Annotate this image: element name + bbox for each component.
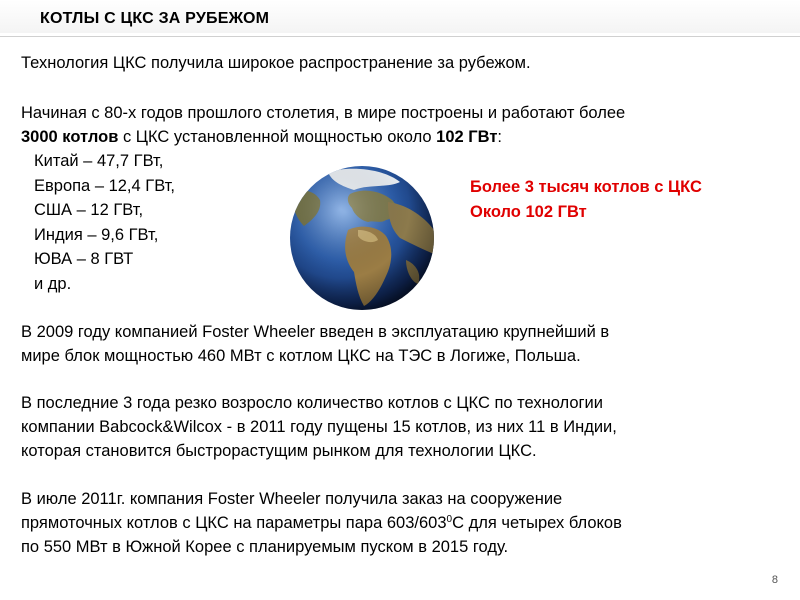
highlight-boilers: Более 3 тысяч котлов с ЦКС — [470, 178, 702, 196]
page-number: 8 — [771, 574, 778, 586]
foster-line-1: В 2009 году компанией Foster Wheeler введен в эксплуатацию крупнейший в — [21, 323, 610, 341]
world-line-2 — [21, 125, 625, 149]
babcock-wilcox-paragraph — [21, 391, 617, 463]
world-line-2-end: : — [497, 128, 503, 146]
korea-line-2 — [21, 511, 622, 535]
korea-line-1: В июле 2011г. компания Foster Wheeler получила заказ на сооружение — [21, 490, 563, 508]
country-item-sea: ЮВА – 8 ГВТ — [34, 250, 134, 268]
korea-order-paragraph — [21, 487, 622, 559]
korea-line-2-end: С для четырех блоков — [452, 514, 622, 532]
country-capacity-list — [34, 149, 175, 296]
country-item-china: Китай – 47,7 ГВт, — [34, 152, 164, 170]
earth-globe-icon — [288, 164, 436, 312]
total-capacity: 102 ГВт — [436, 128, 498, 146]
degree-superscript: 0 — [446, 514, 453, 525]
boiler-count: 3000 котлов — [21, 128, 119, 146]
world-line-2-mid: с ЦКС установленной мощностью около — [118, 128, 437, 146]
foster-wheeler-paragraph — [21, 320, 609, 368]
korea-line-2-start: прямоточных котлов с ЦКС на параметры пара 603/603 — [21, 514, 447, 532]
korea-line-3: по 550 МВт в Южной Корее с планируемым пуском в 2015 году. — [21, 538, 509, 556]
world-line-1: Начиная с 80-х годов прошлого столетия, в мире построены и работают более — [21, 104, 626, 122]
babcock-line-2: компании Babcock&Wilcox - в 2011 году пущены 15 котлов, из них 11 в Индии, — [21, 418, 617, 436]
intro-paragraph: Технология ЦКС получила широкое распространение за рубежом. — [21, 54, 531, 72]
slide-title: КОТЛЫ С ЦКС ЗА РУБЕЖОМ — [40, 10, 270, 27]
foster-line-2: мире блок мощностью 460 МВт с котлом ЦКС на ТЭС в Логиже, Польша. — [21, 347, 581, 365]
header-bar — [0, 0, 800, 37]
babcock-line-1: В последние 3 года резко возросло количество котлов с ЦКС по технологии — [21, 394, 603, 412]
country-item-other: и др. — [34, 274, 72, 293]
highlight-capacity: Около 102 ГВт — [470, 202, 587, 221]
country-item-india: Индия – 9,6 ГВт, — [34, 225, 159, 244]
world-paragraph — [21, 101, 625, 149]
highlight-summary — [470, 175, 702, 224]
country-item-europe: Европа – 12,4 ГВт, — [34, 176, 175, 195]
country-item-usa: США – 12 ГВт, — [34, 201, 144, 219]
babcock-line-3: которая становится быстрорастущим рынком для технологии ЦКС. — [21, 442, 537, 460]
